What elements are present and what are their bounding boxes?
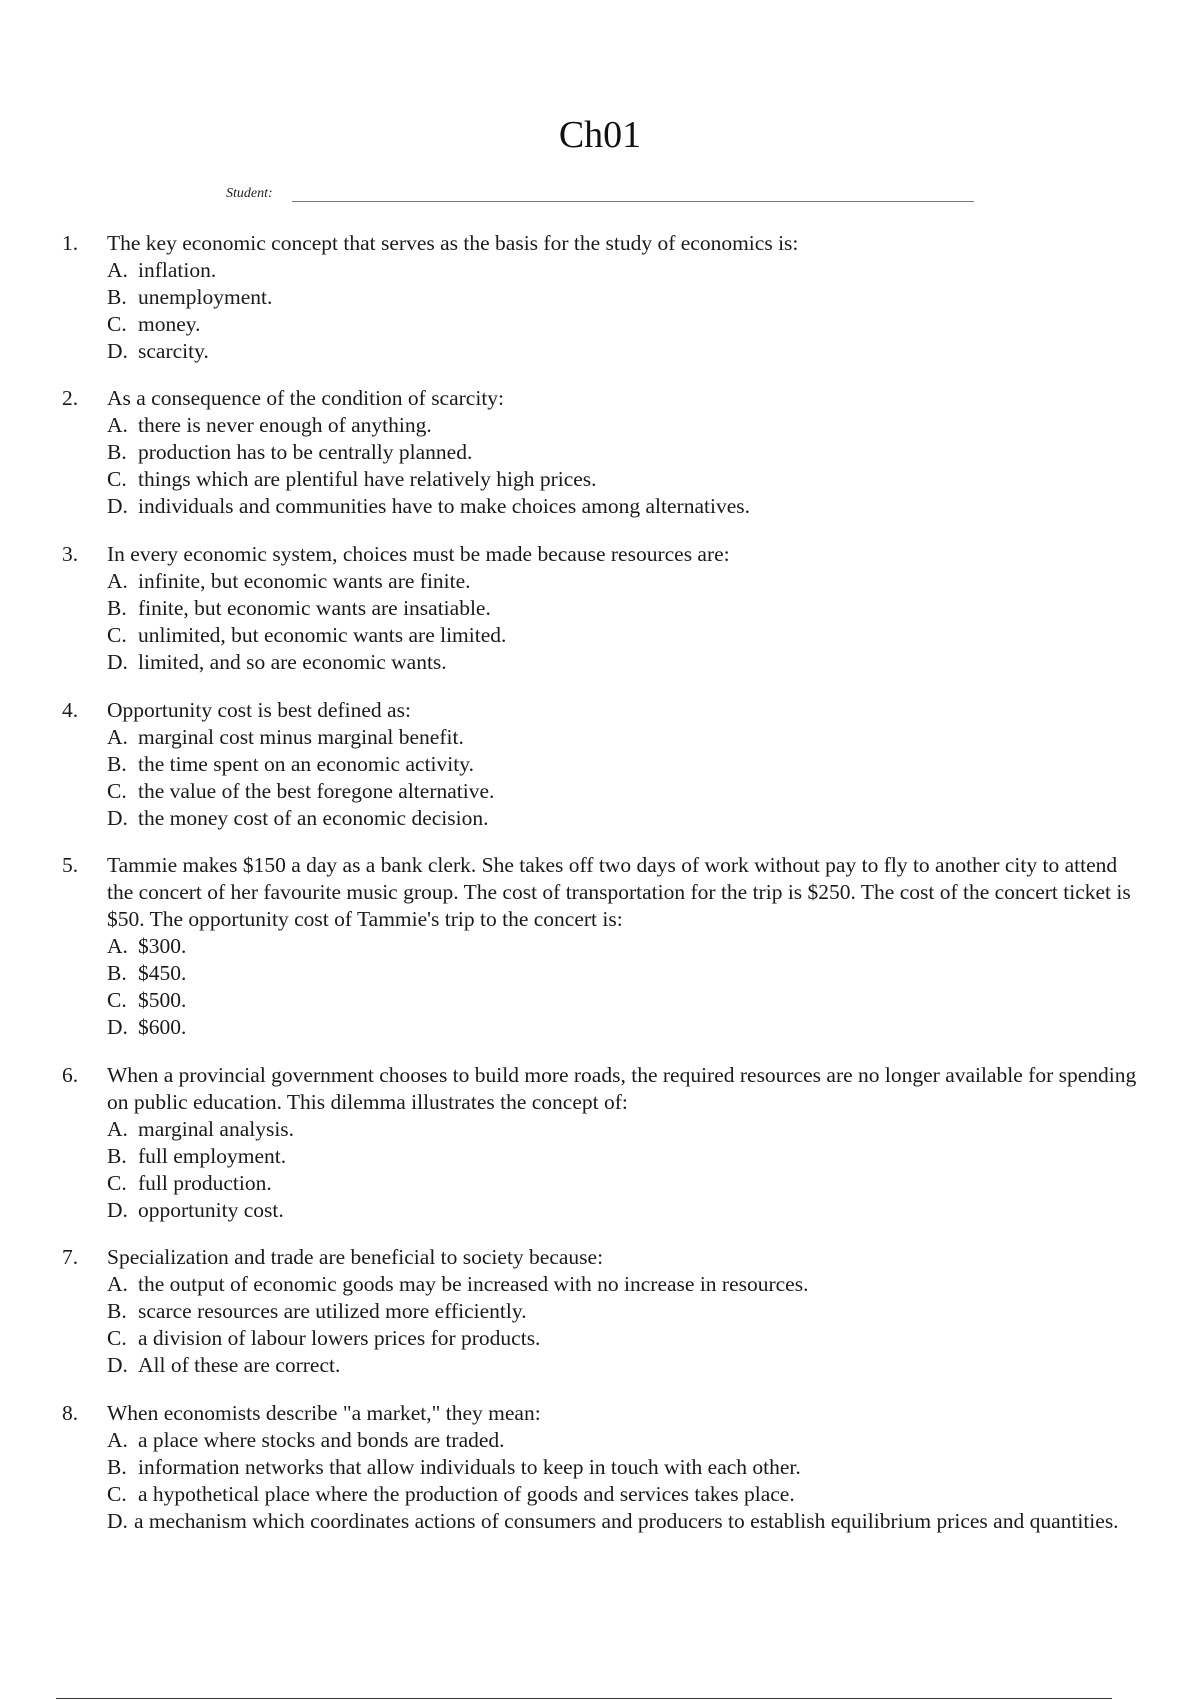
question-5 <box>62 852 1142 1041</box>
option-letter: D. <box>107 650 128 674</box>
question-8 <box>62 1400 1142 1535</box>
answer-options <box>107 1427 1142 1535</box>
option-d <box>107 493 1142 520</box>
option-text: individuals and communities have to make choices among alternatives. <box>138 494 750 518</box>
option-letter: C. <box>107 1171 127 1195</box>
option-letter: A. <box>107 725 128 749</box>
option-text: a place where stocks and bonds are traded. <box>138 1428 505 1452</box>
question-6 <box>62 1062 1142 1224</box>
question-stem: Tammie makes $150 a day as a bank clerk. She takes off two days of work without pay to fly to another city to attend the concert of her favourite music group. The cost of transportation for the trip is $250. The cost of the concert ticket is $50. The opportunity cost of Tammie's trip to the concert is: <box>107 853 1131 931</box>
option-text: inflation. <box>138 258 217 282</box>
student-name-row <box>226 184 976 206</box>
option-b <box>107 960 1142 987</box>
option-letter: C. <box>107 1482 127 1506</box>
option-a <box>107 724 1142 751</box>
option-c <box>107 466 1142 493</box>
option-letter: A. <box>107 569 128 593</box>
option-letter: A. <box>107 258 128 282</box>
option-text: finite, but economic wants are insatiable. <box>138 596 491 620</box>
option-d <box>107 1014 1142 1041</box>
option-a <box>107 1116 1142 1143</box>
option-b <box>107 1143 1142 1170</box>
option-c <box>107 987 1142 1014</box>
option-text: the time spent on an economic activity. <box>138 752 474 776</box>
option-text: $450. <box>138 961 187 985</box>
answer-options <box>107 724 1142 832</box>
option-letter: C. <box>107 988 127 1012</box>
option-text: marginal analysis. <box>138 1117 295 1141</box>
option-letter: B. <box>107 752 127 776</box>
option-c <box>107 311 1142 338</box>
option-letter: A. <box>107 934 128 958</box>
question-stem: When a provincial government chooses to build more roads, the required resources are no longer available for spending on public education. This dilemma illustrates the concept of: <box>107 1063 1137 1114</box>
answer-options <box>107 1271 1142 1379</box>
option-letter: D. <box>107 1353 128 1377</box>
option-text: limited, and so are economic wants. <box>138 650 447 674</box>
option-a <box>107 568 1142 595</box>
option-text: scarce resources are utilized more efficiently. <box>138 1299 527 1323</box>
option-text: full production. <box>138 1171 272 1195</box>
option-c <box>107 1325 1142 1352</box>
option-c <box>107 1481 1142 1508</box>
option-letter: D. <box>107 806 128 830</box>
option-d <box>107 338 1142 365</box>
option-letter: A. <box>107 1272 128 1296</box>
question-number: 2. <box>62 386 79 410</box>
option-d <box>107 649 1142 676</box>
option-b <box>107 284 1142 311</box>
option-text: information networks that allow individuals to keep in touch with each other. <box>138 1455 801 1479</box>
option-text: a mechanism which coordinates actions of consumers and producers to establish equilibrium prices and quantities. <box>134 1509 1119 1533</box>
option-text: infinite, but economic wants are finite. <box>138 569 471 593</box>
option-a <box>107 257 1142 284</box>
option-d <box>107 805 1142 832</box>
option-letter: B. <box>107 1455 127 1479</box>
option-letter: B. <box>107 440 127 464</box>
option-c <box>107 1170 1142 1197</box>
option-text: a division of labour lowers prices for products. <box>138 1326 541 1350</box>
option-text: full employment. <box>138 1144 287 1168</box>
option-letter: D. <box>107 1509 128 1533</box>
option-letter: A. <box>107 1117 128 1141</box>
question-4 <box>62 697 1142 832</box>
option-letter: D. <box>107 1015 128 1039</box>
option-b <box>107 751 1142 778</box>
option-letter: A. <box>107 413 128 437</box>
student-label: Student: <box>226 186 273 201</box>
option-c <box>107 622 1142 649</box>
question-stem: In every economic system, choices must be made because resources are: <box>107 542 730 566</box>
question-1 <box>62 230 1142 365</box>
question-3 <box>62 541 1142 676</box>
footer-rule <box>56 1698 1112 1699</box>
question-2 <box>62 385 1142 520</box>
option-text: a hypothetical place where the production of goods and services takes place. <box>138 1482 795 1506</box>
option-text: opportunity cost. <box>138 1198 284 1222</box>
option-letter: B. <box>107 1144 127 1168</box>
question-number: 1. <box>62 231 79 255</box>
student-name-line <box>292 201 974 202</box>
question-number: 8. <box>62 1401 79 1425</box>
question-stem: As a consequence of the condition of scarcity: <box>107 386 505 410</box>
answer-options <box>107 257 1142 365</box>
option-d <box>107 1352 1142 1379</box>
question-stem: The key economic concept that serves as the basis for the study of economics is: <box>107 231 799 255</box>
answer-options <box>107 933 1142 1041</box>
option-text: unlimited, but economic wants are limited. <box>138 623 507 647</box>
option-letter: D. <box>107 339 128 363</box>
page-title: Ch01 <box>558 114 642 156</box>
answer-options <box>107 412 1142 520</box>
option-text: the value of the best foregone alternative. <box>138 779 495 803</box>
option-a <box>107 1271 1142 1298</box>
option-letter: A. <box>107 1428 128 1452</box>
option-text: $500. <box>138 988 187 1012</box>
question-number: 5. <box>62 853 79 877</box>
question-number: 4. <box>62 698 79 722</box>
option-letter: D. <box>107 1198 128 1222</box>
option-d <box>107 1197 1142 1224</box>
option-text: scarcity. <box>138 339 209 363</box>
option-d <box>107 1508 1142 1535</box>
option-letter: B. <box>107 285 127 309</box>
option-letter: C. <box>107 623 127 647</box>
option-text: production has to be centrally planned. <box>138 440 473 464</box>
question-stem: When economists describe "a market," they mean: <box>107 1401 541 1425</box>
option-text: things which are plentiful have relatively high prices. <box>138 467 597 491</box>
option-text: there is never enough of anything. <box>138 413 432 437</box>
option-letter: C. <box>107 312 127 336</box>
option-b <box>107 595 1142 622</box>
option-text: unemployment. <box>138 285 273 309</box>
option-text: marginal cost minus marginal benefit. <box>138 725 464 749</box>
option-letter: D. <box>107 494 128 518</box>
option-text: the output of economic goods may be increased with no increase in resources. <box>138 1272 809 1296</box>
question-stem: Specialization and trade are beneficial to society because: <box>107 1245 604 1269</box>
answer-options <box>107 568 1142 676</box>
option-c <box>107 778 1142 805</box>
option-b <box>107 1298 1142 1325</box>
option-text: the money cost of an economic decision. <box>138 806 489 830</box>
option-letter: C. <box>107 1326 127 1350</box>
option-letter: C. <box>107 467 127 491</box>
question-7 <box>62 1244 1142 1379</box>
question-number: 3. <box>62 542 79 566</box>
option-text: money. <box>138 312 201 336</box>
question-number: 6. <box>62 1063 79 1087</box>
option-letter: C. <box>107 779 127 803</box>
option-letter: B. <box>107 1299 127 1323</box>
option-letter: B. <box>107 596 127 620</box>
option-letter: B. <box>107 961 127 985</box>
option-text: All of these are correct. <box>138 1353 341 1377</box>
question-stem: Opportunity cost is best defined as: <box>107 698 411 722</box>
option-text: $300. <box>138 934 187 958</box>
option-a <box>107 933 1142 960</box>
answer-options <box>107 1116 1142 1224</box>
option-b <box>107 439 1142 466</box>
question-number: 7. <box>62 1245 79 1269</box>
option-a <box>107 1427 1142 1454</box>
option-a <box>107 412 1142 439</box>
option-b <box>107 1454 1142 1481</box>
option-text: $600. <box>138 1015 187 1039</box>
